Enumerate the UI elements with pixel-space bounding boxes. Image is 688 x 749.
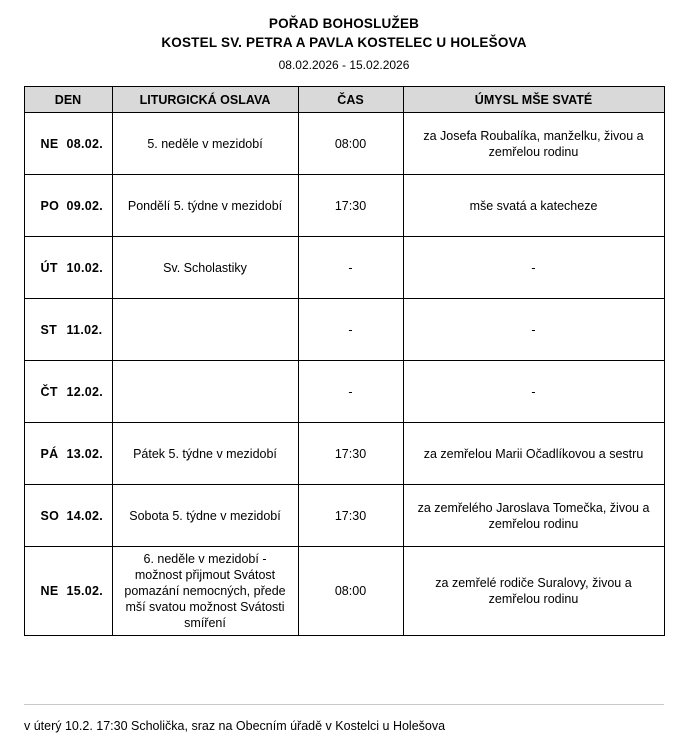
cell-day [24,485,112,547]
cell-intention: - [403,237,664,299]
cell-day [24,113,112,175]
cell-time: 08:00 [298,113,403,175]
cell-intention: za zemřelého Jaroslava Tomečka, živou a zemřelou rodinu [403,485,664,547]
page-title: POŘAD BOHOSLUŽEB [268,16,420,31]
cell-intention: mše svatá a katecheze [403,175,664,237]
cell-day-dow: NE [40,136,59,151]
column-header-day: DEN [24,87,112,113]
cell-liturgy: 6. neděle v mezidobí - možnost přijmout Svátost pomazání nemocných, přede mší svatou možnost Svátosti smíření [112,547,298,636]
table-row [24,113,664,175]
cell-liturgy: Pondělí 5. týdne v mezidobí [112,175,298,237]
column-header-intention: ÚMYSL MŠE SVATÉ [403,87,664,113]
table-row [24,361,664,423]
cell-day-dow: ČT [40,384,58,399]
mass-schedule-table [24,86,665,636]
column-header-time: ČAS [298,87,403,113]
cell-day [24,423,112,485]
cell-time: - [298,299,403,361]
cell-day [24,237,112,299]
cell-day-dow: ST [40,322,58,337]
cell-liturgy [112,361,298,423]
table-row [24,237,664,299]
cell-day [24,175,112,237]
cell-day-date: 10.02. [66,260,104,275]
cell-intention: za Josefa Roubalíka, manželku, živou a zemřelou rodinu [403,113,664,175]
cell-time: - [298,361,403,423]
table-row [24,423,664,485]
cell-day-date: 09.02. [66,198,104,213]
date-range: 08.02.2026 - 15.02.2026 [278,58,410,72]
table-row [24,299,664,361]
page-subtitle-parish: KOSTEL SV. PETRA A PAVLA KOSTELEC U HOLEŠOVA [161,35,527,50]
footer-note: v úterý 10.2. 17:30 Scholička, sraz na Obecním úřadě v Kostelci u Holešova [24,704,664,735]
cell-time: 17:30 [298,423,403,485]
cell-day-date: 08.02. [66,136,104,151]
cell-time: 17:30 [298,175,403,237]
cell-liturgy: Sobota 5. týdne v mezidobí [112,485,298,547]
cell-day-dow: NE [40,584,59,598]
cell-liturgy [112,299,298,361]
cell-time: 08:00 [298,547,403,636]
cell-day [24,361,112,423]
column-header-liturgy: LITURGICKÁ OSLAVA [112,87,298,113]
cell-day-date: 14.02. [66,508,104,523]
table-header-row [24,87,664,113]
cell-liturgy: 5. neděle v mezidobí [112,113,298,175]
cell-time: 17:30 [298,485,403,547]
cell-day-date: 11.02. [66,322,103,337]
cell-day-dow: ÚT [40,260,58,275]
cell-day [24,299,112,361]
cell-intention: - [403,299,664,361]
cell-liturgy: Sv. Scholastiky [112,237,298,299]
cell-intention: za zemřelou Marii Očadlíkovou a sestru [403,423,664,485]
table-row [24,175,664,237]
cell-liturgy: Pátek 5. týdne v mezidobí [112,423,298,485]
cell-day-dow: SO [40,508,60,523]
cell-day-dow: PÁ [40,446,59,461]
table-row [24,547,664,636]
table-header [24,87,664,113]
cell-day-dow: PO [40,198,60,213]
cell-day-date: 15.02. [66,584,104,598]
table-body [24,113,664,636]
cell-day [24,547,112,636]
cell-intention: - [403,361,664,423]
table-row [24,485,664,547]
page-header [0,0,688,75]
cell-day-date: 13.02. [66,446,104,461]
cell-intention: za zemřelé rodiče Suralovy, živou a zemřelou rodinu [403,547,664,636]
cell-time: - [298,237,403,299]
cell-day-date: 12.02. [66,384,104,399]
